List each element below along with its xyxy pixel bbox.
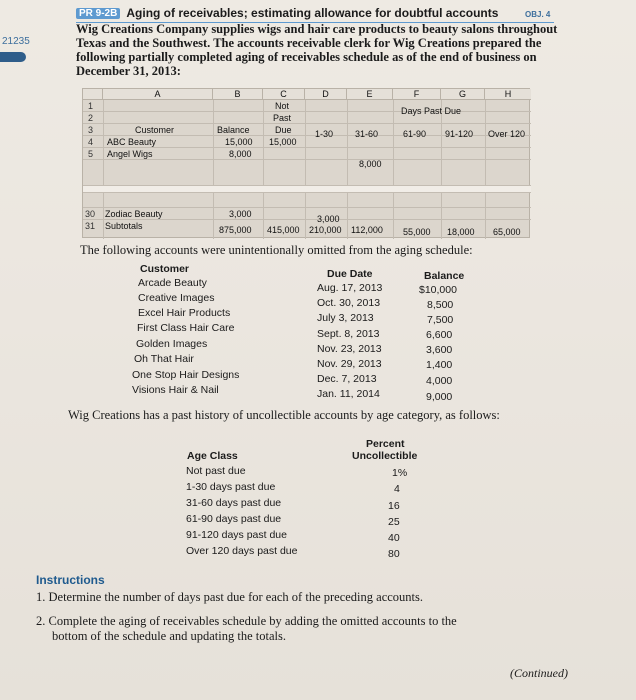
header-61-90: 61-90	[403, 129, 427, 139]
row-number: 5	[88, 149, 94, 159]
intro-line: December 31, 2013:	[76, 64, 181, 78]
header-percent: Percent	[366, 438, 405, 450]
age-class: 1-30 days past due	[186, 481, 276, 493]
aging-spreadsheet	[82, 88, 530, 238]
omitted-customer: First Class Hair Care	[137, 322, 235, 334]
omitted-customer: Arcade Beauty	[138, 277, 207, 289]
instruction-item: 2. Complete the aging of receivables schedule by adding the omitted accounts to the	[36, 614, 457, 628]
subtotal-61-90: 55,000	[403, 227, 431, 237]
omitted-due-date: Nov. 29, 2013	[317, 358, 382, 370]
age-percent: 80	[388, 548, 400, 560]
age-percent: 1%	[392, 467, 408, 479]
header-balance: Balance	[217, 125, 250, 135]
omitted-balance: 3,600	[426, 344, 453, 356]
header-not: Not	[275, 101, 290, 111]
subtotal-over-120: 65,000	[493, 227, 521, 237]
header-31-60: 31-60	[355, 129, 379, 139]
omitted-customer: One Stop Hair Designs	[132, 369, 240, 381]
column-letter: B	[213, 89, 263, 100]
age-class: Over 120 days past due	[186, 545, 298, 557]
grid-line	[83, 111, 531, 112]
age-class: Not past due	[186, 465, 246, 477]
continued-note: (Continued)	[510, 666, 568, 680]
row-balance: 15,000	[225, 137, 253, 147]
omitted-balance: $10,000	[419, 284, 457, 296]
omitted-customer: Excel Hair Products	[138, 307, 231, 319]
row-customer: ABC Beauty	[107, 137, 157, 147]
corner-cell	[83, 89, 103, 100]
age-percent: 25	[388, 516, 400, 528]
instruction-item: bottom of the schedule and updating the totals.	[52, 629, 286, 643]
column-letter: G	[441, 89, 485, 100]
column-letter: A	[103, 89, 213, 100]
omitted-balance: 1,400	[426, 359, 453, 371]
age-percent: 16	[388, 500, 400, 512]
omitted-balance: 8,500	[427, 299, 454, 311]
intro-line: Texas and the Southwest. The accounts receivable clerk for Wig Creations prepared the	[76, 36, 542, 50]
omitted-due-date: Oct. 30, 2013	[317, 297, 381, 309]
subtotal-1-30: 210,000	[309, 225, 342, 235]
omitted-due-date: Nov. 23, 2013	[317, 343, 382, 355]
age-class: 61-90 days past due	[186, 513, 282, 525]
column-letter: H	[485, 89, 531, 100]
omitted-due-date: Dec. 7, 2013	[317, 373, 377, 385]
header-past: Past	[273, 113, 292, 123]
omitted-customer: Golden Images	[136, 338, 208, 350]
row-balance: 3,000	[229, 209, 252, 219]
row-1-30: 3,000	[317, 214, 340, 224]
omitted-balance: 9,000	[426, 391, 453, 403]
omitted-intro: The following accounts were unintentionally omitted from the aging schedule:	[80, 243, 473, 257]
subtotals-label: Subtotals	[105, 221, 143, 231]
grid-line	[83, 219, 531, 220]
subtotal-31-60: 112,000	[351, 225, 383, 235]
grid-line	[83, 159, 531, 160]
history-intro: Wig Creations has a past history of uncollectible accounts by age category, as follows:	[68, 408, 500, 422]
column-letter: C	[263, 89, 305, 100]
row-customer: Angel Wigs	[107, 149, 153, 159]
header-91-120: 91-120	[445, 129, 474, 139]
problem-intro	[76, 22, 558, 78]
row-number: 2	[88, 113, 94, 123]
header-customer: Customer	[135, 125, 175, 135]
row-number: 4	[88, 137, 94, 147]
header-age-class: Age Class	[187, 450, 238, 462]
omitted-due-date: Jan. 11, 2014	[317, 388, 380, 400]
omitted-balance: 6,600	[426, 329, 453, 341]
intro-line: following partially completed aging of receivables schedule as of the end of business on	[76, 50, 537, 64]
instruction-item: 1. Determine the number of days past due for each of the preceding accounts.	[36, 590, 424, 604]
omitted-customer: Oh That Hair	[134, 353, 194, 365]
omitted-balance: 7,500	[427, 314, 454, 326]
margin-page-number: 21235	[2, 36, 30, 47]
omitted-customer: Creative Images	[138, 292, 215, 304]
margin-tab-marker	[0, 52, 26, 62]
row-not-past-due: 15,000	[269, 137, 297, 147]
omitted-due-date: Aug. 17, 2013	[317, 282, 383, 294]
omitted-due-date: Sept. 8, 2013	[317, 328, 380, 340]
omitted-header-due-date: Due Date	[327, 268, 373, 280]
row-customer: Zodiac Beauty	[105, 209, 163, 219]
problem-label: PR 9-2B	[76, 8, 120, 19]
row-balance: 8,000	[229, 149, 252, 159]
column-letter: E	[347, 89, 393, 100]
subtotal-91-120: 18,000	[447, 227, 475, 237]
grid-line	[83, 207, 531, 208]
row-number: 31	[85, 221, 96, 231]
header-1-30: 1-30	[315, 129, 334, 139]
omitted-due-date: July 3, 2013	[317, 312, 374, 324]
objective-label: OBJ. 4	[525, 10, 551, 19]
header-days-past-due: Days Past Due	[401, 106, 462, 116]
omitted-balance: 4,000	[426, 375, 453, 387]
subtotal-balance: 875,000	[219, 225, 252, 235]
subtotal-not-past-due: 415,000	[267, 225, 300, 235]
omitted-header-customer: Customer	[140, 263, 190, 275]
grid-line	[83, 123, 531, 124]
header-due: Due	[275, 125, 292, 135]
problem-title: Aging of receivables; estimating allowance for doubtful accounts	[126, 6, 499, 20]
row-31-60: 8,000	[359, 159, 382, 169]
column-letter: D	[305, 89, 347, 100]
age-class: 31-60 days past due	[186, 497, 282, 509]
age-percent: 4	[394, 483, 400, 495]
problem-header	[76, 6, 556, 20]
instructions-title: Instructions	[36, 573, 105, 587]
age-class: 91-120 days past due	[186, 529, 287, 541]
header-uncollectible: Uncollectible	[352, 450, 418, 462]
age-percent: 40	[388, 532, 400, 544]
intro-line: Wig Creations Company supplies wigs and hair care products to beauty salons throughout	[76, 22, 558, 36]
row-number: 3	[88, 125, 94, 135]
row-number: 1	[88, 101, 94, 111]
omitted-rows-break	[83, 185, 531, 193]
row-number: 30	[85, 209, 96, 219]
grid-line	[83, 147, 531, 148]
column-letter: F	[393, 89, 441, 100]
omitted-customer: Visions Hair & Nail	[132, 384, 219, 396]
header-over-120: Over 120	[488, 129, 526, 139]
omitted-header-balance: Balance	[424, 270, 465, 282]
